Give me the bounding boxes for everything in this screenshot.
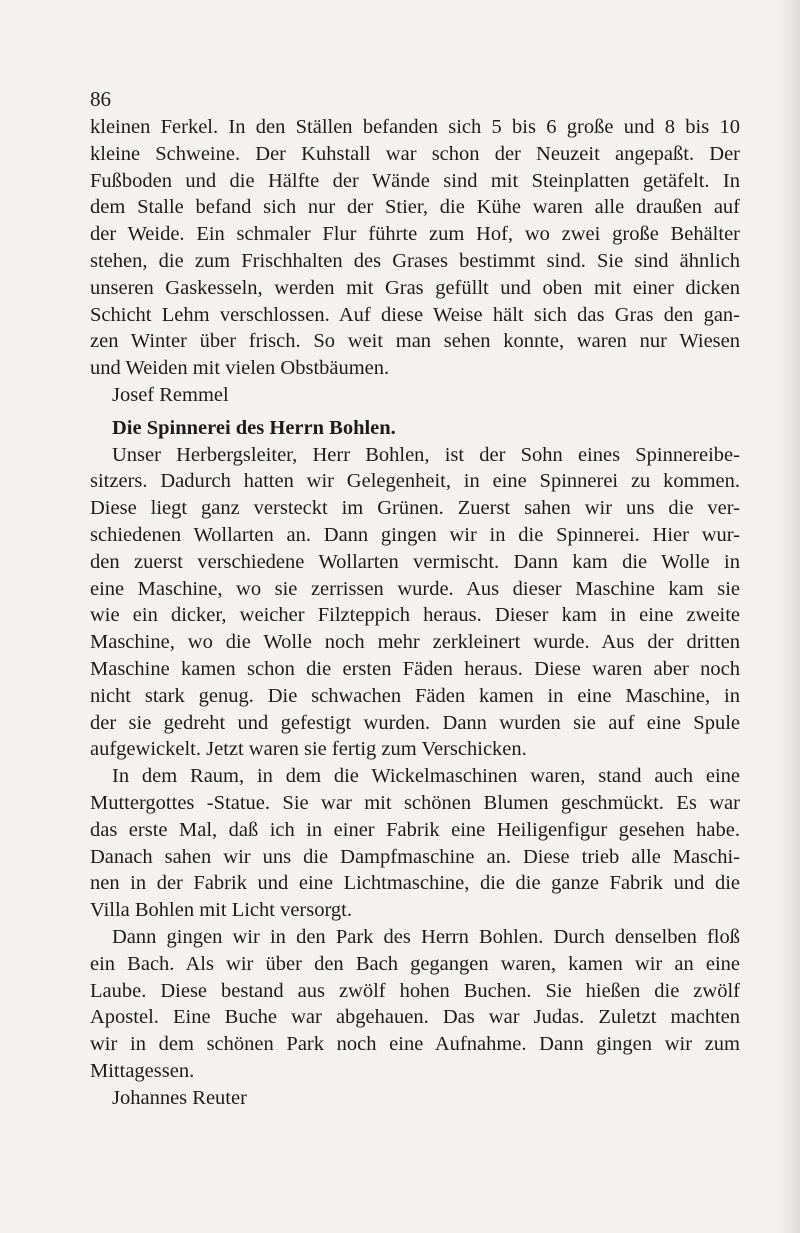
text-line: Maschine, wo die Wolle noch mehr zerkleinert wurde. Aus der dritten [90, 631, 740, 654]
text-line: zen Winter über frisch. So weit man sehen konnte, waren nur Wiesen [90, 330, 740, 353]
text-line: nen in der Fabrik und eine Lichtmaschine, die die ganze Fabrik und die [90, 872, 740, 895]
text-line: Laube. Diese bestand aus zwölf hohen Buchen. Sie hießen die zwölf [90, 979, 740, 1002]
text-line: Villa Bohlen mit Licht versorgt. [90, 899, 353, 922]
text-line: Unser Herbergsleiter, Herr Bohlen, ist der Sohn eines Spinnereibe- [112, 443, 740, 466]
text-line: Dann gingen wir in den Park des Herrn Bohlen. Durch denselben floß [112, 925, 740, 948]
text-line: sitzers. Dadurch hatten wir Gelegenheit, in eine Spinnerei zu kommen. [90, 470, 740, 493]
text-line: Muttergottes -Statue. Sie war mit schönen Blumen geschmückt. Es war [90, 791, 740, 814]
text-line: der Weide. Ein schmaler Flur führte zum Hof, wo zwei große Behälter [90, 223, 740, 246]
text-line: unseren Gaskesseln, werden mit Gras gefüllt und oben mit einer dicken [90, 276, 740, 299]
text-line: Fußboden und die Hälfte der Wände sind mit Steinplatten getäfelt. In [90, 169, 740, 192]
text-line: aufgewickelt. Jetzt waren sie fertig zum Verschicken. [90, 738, 527, 761]
text-line: Danach sahen wir uns die Dampfmaschine an. Diese trieb alle Maschi- [90, 845, 740, 868]
page-number: 86 [90, 87, 111, 111]
text-line: ein Bach. Als wir über den Bach gegangen waren, kamen wir an eine [90, 952, 740, 975]
text-line: stehen, die zum Frischhalten des Grases bestimmt sind. Sie sind ähnlich [90, 249, 740, 272]
text-line: In dem Raum, in dem die Wickelmaschinen waren, stand auch eine [112, 765, 740, 788]
page-body [90, 114, 740, 1111]
author-signature: Johannes Reuter [112, 1086, 247, 1109]
text-line: der sie gedreht und gefestigt wurden. Dann wurden sie auf eine Spule [90, 711, 740, 734]
author-signature: Josef Remmel [112, 383, 229, 406]
text-line: Mittagessen. [90, 1059, 195, 1082]
text-line: wir in dem schönen Park noch eine Aufnahme. Dann gingen wir zum [90, 1033, 740, 1056]
text-line: dem Stalle befand sich nur der Stier, die Kühe waren alle draußen auf [90, 196, 740, 219]
text-line: das erste Mal, daß ich in einer Fabrik eine Heiligenfigur gesehen habe. [90, 818, 740, 841]
text-line: eine Maschine, wo sie zerrissen wurde. Aus dieser Maschine kam sie [90, 577, 740, 600]
text-line: Maschine kamen schon die ersten Fäden heraus. Diese waren aber noch [90, 657, 740, 680]
text-line: den zuerst verschiedene Wollarten vermischt. Dann kam die Wolle in [90, 550, 740, 573]
text-line: Apostel. Eine Buche war abgehauen. Das war Judas. Zuletzt machten [90, 1006, 740, 1029]
text-line: Schicht Lehm verschlossen. Auf diese Weise hält sich das Gras den gan- [90, 303, 740, 326]
text-line: Diese liegt ganz versteckt im Grünen. Zuerst sahen wir uns die ver- [90, 497, 740, 520]
text-line: kleine Schweine. Der Kuhstall war schon der Neuzeit angepaßt. Der [90, 142, 740, 165]
page-edge-shadow [776, 0, 800, 1233]
text-line: wie ein dicker, weicher Filzteppich heraus. Dieser kam in eine zweite [90, 604, 740, 627]
text-line: schiedenen Wollarten an. Dann gingen wir in die Spinnerei. Hier wur- [90, 523, 740, 546]
text-line: nicht stark genug. Die schwachen Fäden kamen in eine Maschine, in [90, 684, 740, 707]
text-line: und Weiden mit vielen Obstbäumen. [90, 357, 390, 380]
section-heading: Die Spinnerei des Herrn Bohlen. [112, 416, 396, 439]
text-line: kleinen Ferkel. In den Ställen befanden sich 5 bis 6 große und 8 bis 10 [90, 116, 740, 138]
